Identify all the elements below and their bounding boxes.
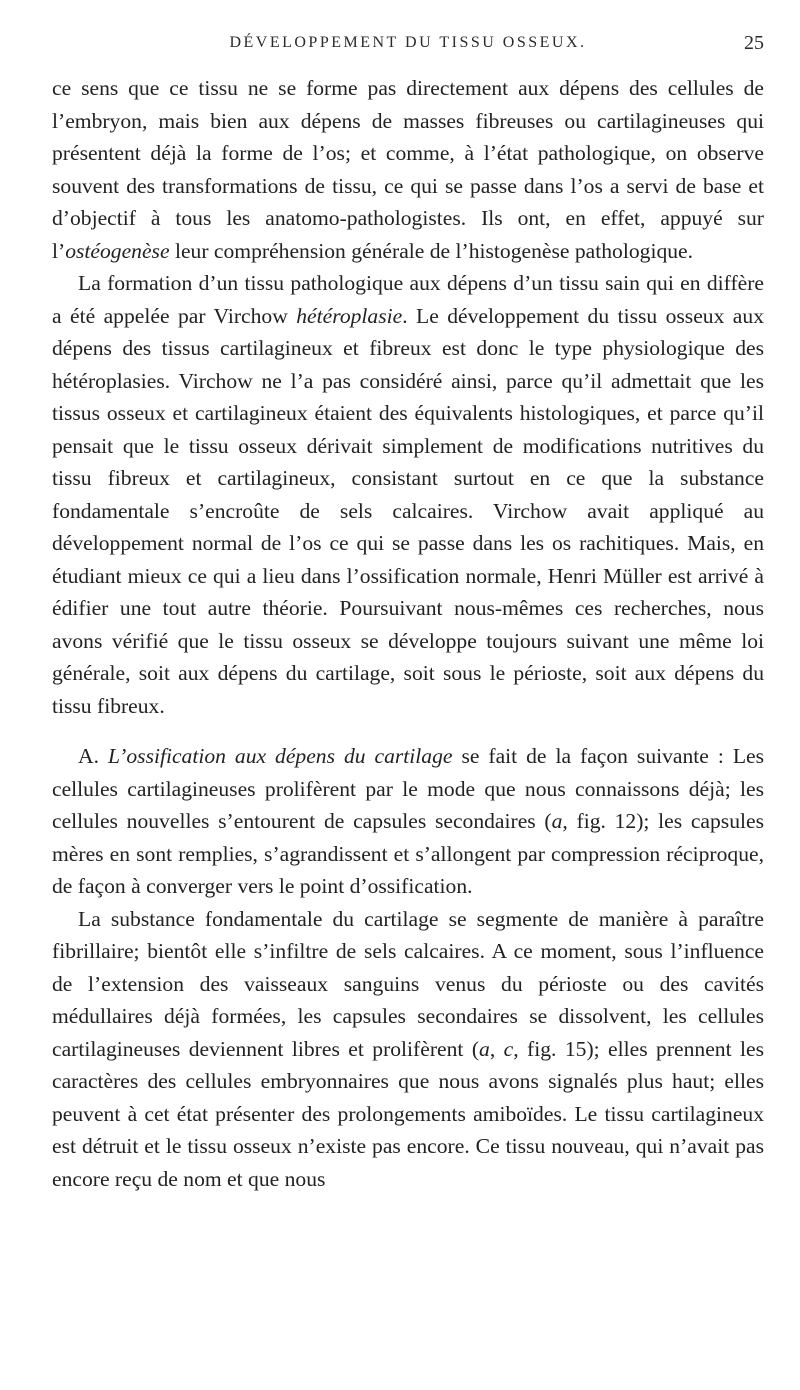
paragraph-text: La formation d’un tissu pathologique aux dépens d’un tissu sain qui en diffère a été appelée par Virchow bbox=[52, 271, 764, 328]
page-number: 25 bbox=[744, 32, 764, 54]
section-label: A. bbox=[78, 744, 108, 768]
paragraph-text: . Le développement du tissu osseux aux dépens des tissus cartilagineux et fibreux est donc le type physiologique des hétéroplasies. Virchow ne l’a pas considéré ainsi, parce qu’il admettait que les tissus osseux et cartilagineux étaient des équivalents histologiques, et parce qu’il pensait que le tissu osseux dérivait simplement de modifications nutritives du tissu fibreux et cartilagineux, consistant surtout en ce que la substance fondamentale s’encroûte de sels calcaires. Virchow avait appliqué au développement normal de l’os ce qui se passe dans les os rachitiques. Mais, en étudiant mieux ce qui a lieu dans l’ossification normale, Henri Müller est arrivé à édifier une tout autre théorie. Poursuivant nous-mêmes ces recherches, nous avons vérifié que le tissu osseux se développe toujours suivant une même loi générale, soit aux dépens du cartilage, soit sous le périoste, soit aux dépens du tissu fibreux. bbox=[52, 303, 764, 718]
paragraph-heteroplasia bbox=[52, 267, 764, 722]
paragraph-text: , fig. 12); les capsules mères en sont remplies, s’agrandissent et s’allongent par compression réciproque, de façon à converger vers le point d’ossification. bbox=[52, 809, 764, 898]
paragraph-text: leur compréhension générale de l’histogenèse pathologique. bbox=[169, 238, 694, 263]
separator: , bbox=[489, 1036, 504, 1061]
italic-term: ostéogenèse bbox=[65, 238, 170, 263]
section-heading: L’ossification aux dépens du cartilage bbox=[107, 744, 453, 768]
paragraph-ground-substance bbox=[52, 903, 764, 1196]
figure-ref-letter: c bbox=[503, 1036, 514, 1061]
paragraph-text: se fait de la façon suivante : Les cellules cartilagineuses prolifèrent par le mode que nous connaissons déjà; les cellules nouvelles s’entourent de capsules secondaires ( bbox=[52, 744, 764, 833]
paragraph-section-a bbox=[52, 740, 764, 903]
body-text bbox=[52, 72, 764, 1195]
running-head bbox=[52, 34, 764, 64]
figure-ref-letter: a bbox=[479, 1036, 490, 1061]
running-title: DÉVELOPPEMENT DU TISSU OSSEUX. bbox=[229, 34, 587, 51]
italic-term: hétéroplasie bbox=[296, 303, 403, 328]
book-page bbox=[52, 0, 764, 1390]
figure-ref-letter: a bbox=[551, 809, 563, 833]
paragraph-continuation bbox=[52, 72, 764, 267]
paragraph-text: , fig. 15); elles prennent les caractères des cellules embryonnaires que nous avons signalés plus haut; elles peuvent à cet état présenter des prolongements amiboïdes. Le tissu cartilagineux est détruit et le tissu osseux n’existe pas encore. Ce tissu nouveau, qui n’avait pas encore reçu de nom et que nous bbox=[52, 1036, 764, 1191]
paragraph-text: ce sens que ce tissu ne se forme pas directement aux dépens des cellules de l’embryon, mais bien aux dépens de masses fibreuses ou cartilagineuses qui présentent déjà la forme de l’os; et comme, à l’état pathologique, on observe souvent des transformations de tissu, ce qui se passe dans l’os a servi de base et d’objectif à tous les anatomo-pathologistes. Ils ont, en effet, appuyé sur l’ bbox=[52, 76, 764, 263]
paragraph-text: La substance fondamentale du cartilage se segmente de manière à paraître fibrillaire; bientôt elle s’infiltre de sels calcaires. A ce moment, sous l’influence de l’extension des vaisseaux sanguins venus du périoste ou des cavités médullaires déjà formées, les capsules secondaires se dissolvent, les cellules cartilagineuses deviennent libres et prolifèrent ( bbox=[52, 906, 764, 1061]
